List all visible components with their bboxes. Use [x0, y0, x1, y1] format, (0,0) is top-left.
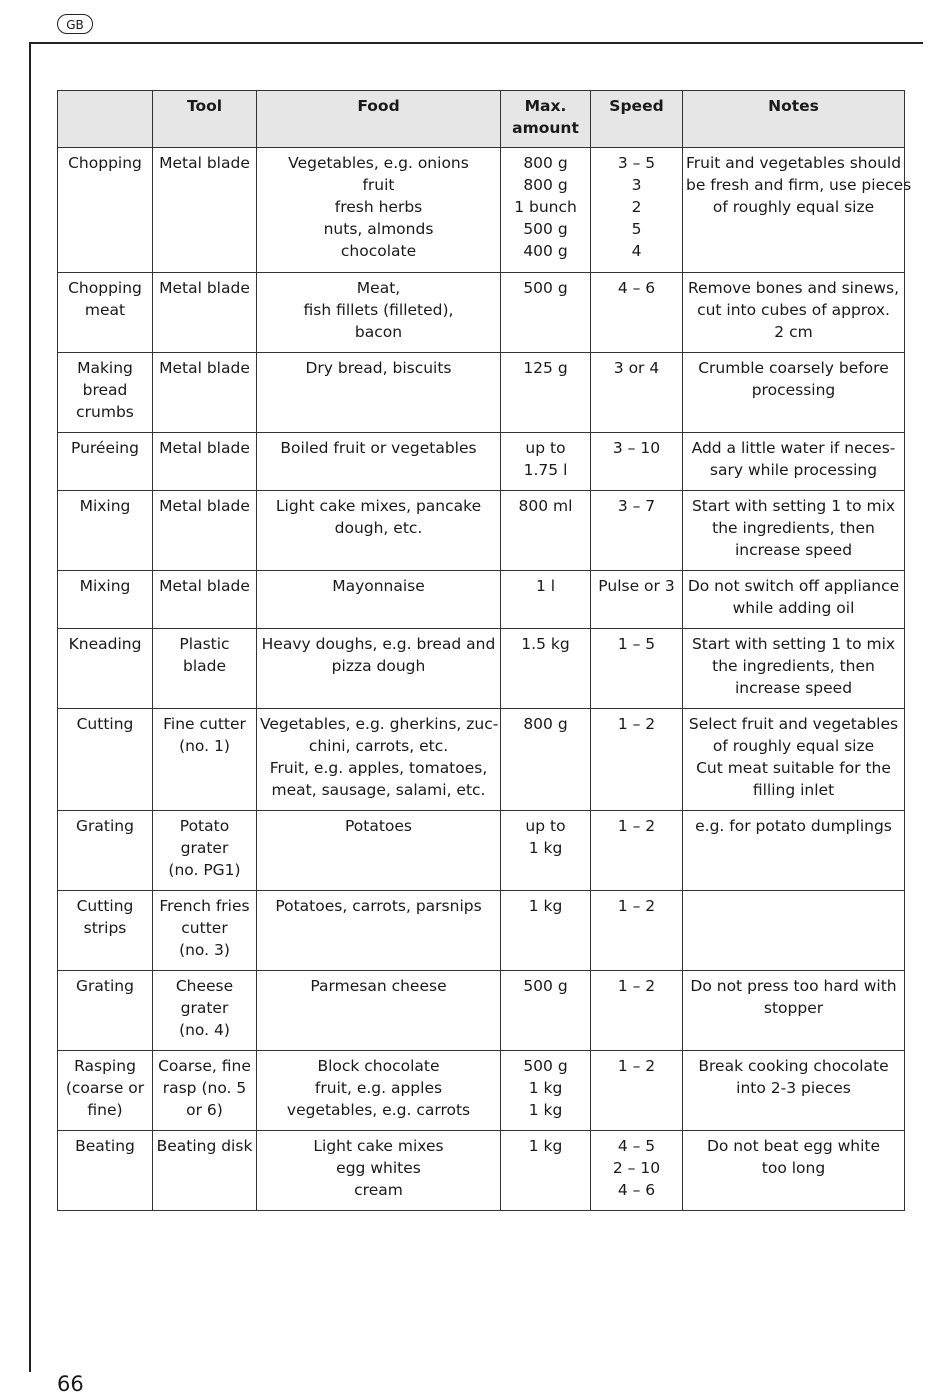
cell-line: Fruit and vegetables should [686, 154, 902, 172]
cell-notes [683, 971, 905, 1051]
cell-food [257, 353, 501, 433]
cell-food [257, 629, 501, 709]
cell-line: of roughly equal size [712, 737, 875, 755]
cell-line: Start with setting 1 to mix [691, 497, 896, 515]
cell-line: 2 [631, 198, 642, 216]
cell-food [257, 971, 501, 1051]
table-row [58, 353, 905, 433]
cell-tool [153, 971, 257, 1051]
cell-line: of roughly equal size [712, 198, 875, 216]
table-row [58, 1051, 905, 1131]
cell-line: Plastic [179, 635, 230, 653]
cell-speed [591, 1131, 683, 1211]
cell-max-amount [501, 571, 591, 629]
cell-max-amount [501, 491, 591, 571]
cell-line: Chopping [68, 154, 142, 172]
cell-food [257, 709, 501, 811]
cell-notes [683, 709, 905, 811]
table-row [58, 891, 905, 971]
cell-line: chini, carrots, etc. [308, 737, 449, 755]
cell-line: increase speed [734, 541, 853, 559]
cell-max-amount [501, 1051, 591, 1131]
cell-line: 800 g [523, 154, 568, 172]
cell-line: 4 [631, 242, 642, 260]
cell-max-amount [501, 1131, 591, 1211]
cell-line: Potato [179, 817, 230, 835]
cell-notes [683, 1131, 905, 1211]
cell-line: 800 g [523, 176, 568, 194]
cell-line: Metal blade [159, 359, 250, 377]
cell-line: Start with setting 1 to mix [691, 635, 896, 653]
cell-max-amount [501, 273, 591, 353]
cell-food [257, 491, 501, 571]
cell-line: grater [180, 999, 229, 1017]
cell-line: stopper [763, 999, 824, 1017]
cell-line: Beating [75, 1137, 135, 1155]
cell-line: cream [354, 1181, 403, 1199]
cell-line: up to [525, 817, 566, 835]
language-badge: GB [57, 14, 93, 34]
cell-line: chocolate [340, 242, 417, 260]
cell-line: Meat, [356, 279, 401, 297]
header-task [58, 91, 153, 148]
cell-line: 500 g [523, 977, 568, 995]
cell-max-amount [501, 433, 591, 491]
cell-line: strips [83, 919, 127, 937]
cell-line: Do not beat egg white [706, 1137, 881, 1155]
cell-task [58, 148, 153, 273]
cell-line: Remove bones and sinews, [687, 279, 900, 297]
cell-line: meat, sausage, salami, etc. [271, 781, 486, 799]
cell-max-amount [501, 629, 591, 709]
table-body [58, 148, 912, 1211]
cell-task [58, 629, 153, 709]
cell-line: 500 g [523, 220, 568, 238]
cell-line: Metal blade [159, 497, 250, 515]
cell-notes [683, 353, 905, 433]
cell-max-amount [501, 148, 591, 273]
cell-line: Metal blade [159, 279, 250, 297]
cell-line: Vegetables, e.g. onions [288, 154, 469, 172]
cell-line: (coarse or [65, 1079, 145, 1097]
cell-line: crumbs [76, 403, 134, 421]
cell-line: Beating disk [156, 1137, 253, 1155]
cell-notes [683, 491, 905, 571]
processing-table [57, 90, 912, 1211]
cell-line: Crumble coarsely before [698, 359, 889, 377]
cell-task [58, 491, 153, 571]
cell-line: into 2-3 pieces [736, 1079, 851, 1097]
cell-line: processing [751, 381, 836, 399]
cell-tool [153, 629, 257, 709]
cell-max-amount [501, 811, 591, 891]
cell-task [58, 1131, 153, 1211]
cell-line: 3 or 4 [613, 359, 660, 377]
cell-task [58, 273, 153, 353]
cell-notes [683, 148, 912, 273]
cell-line: fruit [362, 176, 395, 194]
cell-line: 800 ml [518, 497, 573, 515]
cell-line: Do not press too hard with [690, 977, 897, 995]
cell-speed [591, 148, 683, 273]
cell-line: Puréeing [71, 439, 139, 457]
cell-tool [153, 433, 257, 491]
cell-notes [683, 1051, 905, 1131]
cell-tool [153, 709, 257, 811]
cell-food [257, 811, 501, 891]
cell-tool [153, 1051, 257, 1131]
cell-line: cut into cubes of approx. [697, 301, 890, 319]
cell-max-amount [501, 709, 591, 811]
cell-max-amount [501, 891, 591, 971]
table-row [58, 433, 905, 491]
cell-speed [591, 811, 683, 891]
table-row [58, 491, 905, 571]
cell-tool [153, 148, 257, 273]
cell-line: 400 g [523, 242, 568, 260]
header-speed: Speed [591, 91, 683, 148]
table-header-row [58, 91, 905, 148]
cell-line: 1 – 2 [617, 1057, 656, 1075]
cell-line: Mixing [79, 497, 131, 515]
table-row [58, 709, 905, 811]
cell-line: Potatoes, carrots, parsnips [275, 897, 482, 915]
cell-line: Boiled fruit or vegetables [280, 439, 477, 457]
cell-notes [683, 891, 905, 971]
cell-task [58, 433, 153, 491]
cell-line: 1 l [535, 577, 556, 595]
cell-line: Cutting [76, 715, 134, 733]
cell-line: fresh herbs [334, 198, 423, 216]
left-rule [29, 42, 31, 1372]
cell-tool [153, 491, 257, 571]
cell-speed [591, 433, 683, 491]
cell-line: Vegetables, e.g. gherkins, zuc- [260, 715, 499, 733]
cell-line: 1 – 2 [617, 897, 656, 915]
page-number: 66 [57, 1372, 84, 1396]
table-row [58, 971, 905, 1051]
cell-speed [591, 353, 683, 433]
cell-tool [153, 811, 257, 891]
cell-line: 500 g [523, 1057, 568, 1075]
cell-line: Metal blade [159, 439, 250, 457]
cell-line: Add a little water if neces- [691, 439, 896, 457]
cell-line: 1 – 2 [617, 977, 656, 995]
cell-tool [153, 353, 257, 433]
cell-notes [683, 811, 905, 891]
cell-line: Mixing [79, 577, 131, 595]
cell-line: 1 – 2 [617, 715, 656, 733]
cell-line: Light cake mixes, pancake [275, 497, 482, 515]
cell-line: 1 kg [528, 897, 563, 915]
cell-task [58, 891, 153, 971]
cell-line: Fine cutter [163, 715, 246, 733]
cell-food [257, 1051, 501, 1131]
header-tool: Tool [153, 91, 257, 148]
cell-line: 1 – 5 [617, 635, 656, 653]
cell-line: vegetables, e.g. carrots [286, 1101, 471, 1119]
cell-line: meat [84, 301, 126, 319]
cell-line: filling inlet [752, 781, 835, 799]
cell-line: the ingredients, then [712, 519, 875, 537]
table-row [58, 273, 905, 353]
cell-line: Grating [76, 817, 134, 835]
cell-line: Grating [76, 977, 134, 995]
cell-line: 4 – 6 [617, 1181, 656, 1199]
cell-food [257, 273, 501, 353]
cell-line: bread [82, 381, 128, 399]
cell-line: 2 cm [774, 323, 813, 341]
cell-line: Fruit, e.g. apples, tomatoes, [269, 759, 488, 777]
cell-line: grater [180, 839, 229, 857]
cell-task [58, 709, 153, 811]
cell-line: 1 kg [528, 1137, 563, 1155]
cell-task [58, 1051, 153, 1131]
cell-line: pizza dough [331, 657, 426, 675]
header-notes: Notes [683, 91, 905, 148]
cell-line: 1.5 kg [521, 635, 570, 653]
cell-line: 3 – 5 [617, 154, 656, 172]
cell-line: Rasping [74, 1057, 136, 1075]
cell-line: 3 – 7 [617, 497, 656, 515]
cell-max-amount [501, 971, 591, 1051]
cell-line: 3 [631, 176, 642, 194]
cell-line: Kneading [68, 635, 142, 653]
cell-task [58, 353, 153, 433]
cell-task [58, 811, 153, 891]
table-row [58, 1131, 905, 1211]
cell-line: e.g. for potato dumplings [695, 817, 892, 835]
cell-line: (no. PG1) [168, 861, 241, 879]
cell-line: blade [182, 657, 227, 675]
cell-line: Chopping [68, 279, 142, 297]
top-rule [30, 42, 923, 44]
cell-food [257, 891, 501, 971]
cell-line: 1 – 2 [617, 817, 656, 835]
cell-line: egg whites [336, 1159, 421, 1177]
cell-line: fine) [87, 1101, 123, 1119]
cell-line: Break cooking chocolate [698, 1057, 889, 1075]
cell-line: 1 bunch [514, 198, 577, 216]
cell-task [58, 571, 153, 629]
table-row [58, 811, 905, 891]
cell-notes [683, 433, 905, 491]
cell-line: Parmesan cheese [310, 977, 447, 995]
cell-line: bacon [354, 323, 403, 341]
cell-line: increase speed [734, 679, 853, 697]
cell-line: Making [77, 359, 133, 377]
cell-line: Cheese [175, 977, 234, 995]
cell-food [257, 148, 501, 273]
cell-line: 3 – 10 [612, 439, 661, 457]
cell-speed [591, 273, 683, 353]
cell-line: fish fillets (filleted), [303, 301, 454, 319]
cell-line: be fresh and firm, use pieces [686, 176, 912, 194]
cell-speed [591, 709, 683, 811]
header-food: Food [257, 91, 501, 148]
cell-line: Metal blade [159, 154, 250, 172]
cell-speed [591, 1051, 683, 1131]
cell-line: 5 [631, 220, 642, 238]
cell-speed [591, 891, 683, 971]
cell-line: Mayonnaise [332, 577, 425, 595]
cell-line: Cutting [76, 897, 134, 915]
cell-food [257, 433, 501, 491]
cell-line: Light cake mixes [313, 1137, 444, 1155]
cell-line: Coarse, fine [158, 1057, 251, 1075]
table-row [58, 571, 905, 629]
cell-notes [683, 571, 905, 629]
cell-line: 800 g [523, 715, 568, 733]
cell-line: Heavy doughs, e.g. bread and [261, 635, 496, 653]
cell-line: 1 kg [528, 839, 563, 857]
cell-line: 1 kg [528, 1079, 563, 1097]
cell-food [257, 1131, 501, 1211]
cell-line: up to [525, 439, 566, 457]
cell-line: cutter [181, 919, 228, 937]
cell-line: while adding oil [732, 599, 855, 617]
cell-line: (no. 4) [179, 1021, 230, 1039]
table-row [58, 629, 905, 709]
cell-line: Dry bread, biscuits [305, 359, 452, 377]
cell-speed [591, 571, 683, 629]
cell-line: 4 – 6 [617, 279, 656, 297]
cell-line: (no. 1) [179, 737, 230, 755]
cell-line: sary while processing [709, 461, 878, 479]
cell-line: Pulse or 3 [598, 577, 675, 595]
cell-notes [683, 273, 905, 353]
cell-task [58, 971, 153, 1051]
cell-tool [153, 891, 257, 971]
cell-tool [153, 273, 257, 353]
table-row [58, 148, 905, 273]
cell-line: too long [761, 1159, 826, 1177]
cell-line: the ingredients, then [712, 657, 875, 675]
cell-line: nuts, almonds [323, 220, 434, 238]
cell-line: (no. 3) [179, 941, 230, 959]
cell-line: fruit, e.g. apples [314, 1079, 443, 1097]
cell-tool [153, 1131, 257, 1211]
cell-line: rasp (no. 5 [162, 1079, 247, 1097]
cell-line: dough, etc. [334, 519, 423, 537]
cell-max-amount [501, 353, 591, 433]
cell-speed [591, 629, 683, 709]
header-max-amount: Max. amount [501, 91, 591, 148]
cell-notes [683, 629, 905, 709]
cell-line: 500 g [523, 279, 568, 297]
cell-food [257, 571, 501, 629]
cell-line: Potatoes [344, 817, 413, 835]
cell-line: or 6) [186, 1101, 223, 1119]
cell-line: Block chocolate [317, 1057, 440, 1075]
cell-speed [591, 971, 683, 1051]
cell-line: 2 – 10 [612, 1159, 661, 1177]
cell-line: 1 kg [528, 1101, 563, 1119]
cell-tool [153, 571, 257, 629]
cell-speed [591, 491, 683, 571]
cell-line: Select fruit and vegetables [688, 715, 899, 733]
cell-line: 1.75 l [523, 461, 568, 479]
cell-line: Cut meat suitable for the [696, 759, 891, 777]
cell-line: Do not switch off appliance [687, 577, 900, 595]
cell-line: 4 – 5 [617, 1137, 656, 1155]
cell-line: Metal blade [159, 577, 250, 595]
cell-line: 125 g [523, 359, 568, 377]
cell-line: French fries [159, 897, 250, 915]
